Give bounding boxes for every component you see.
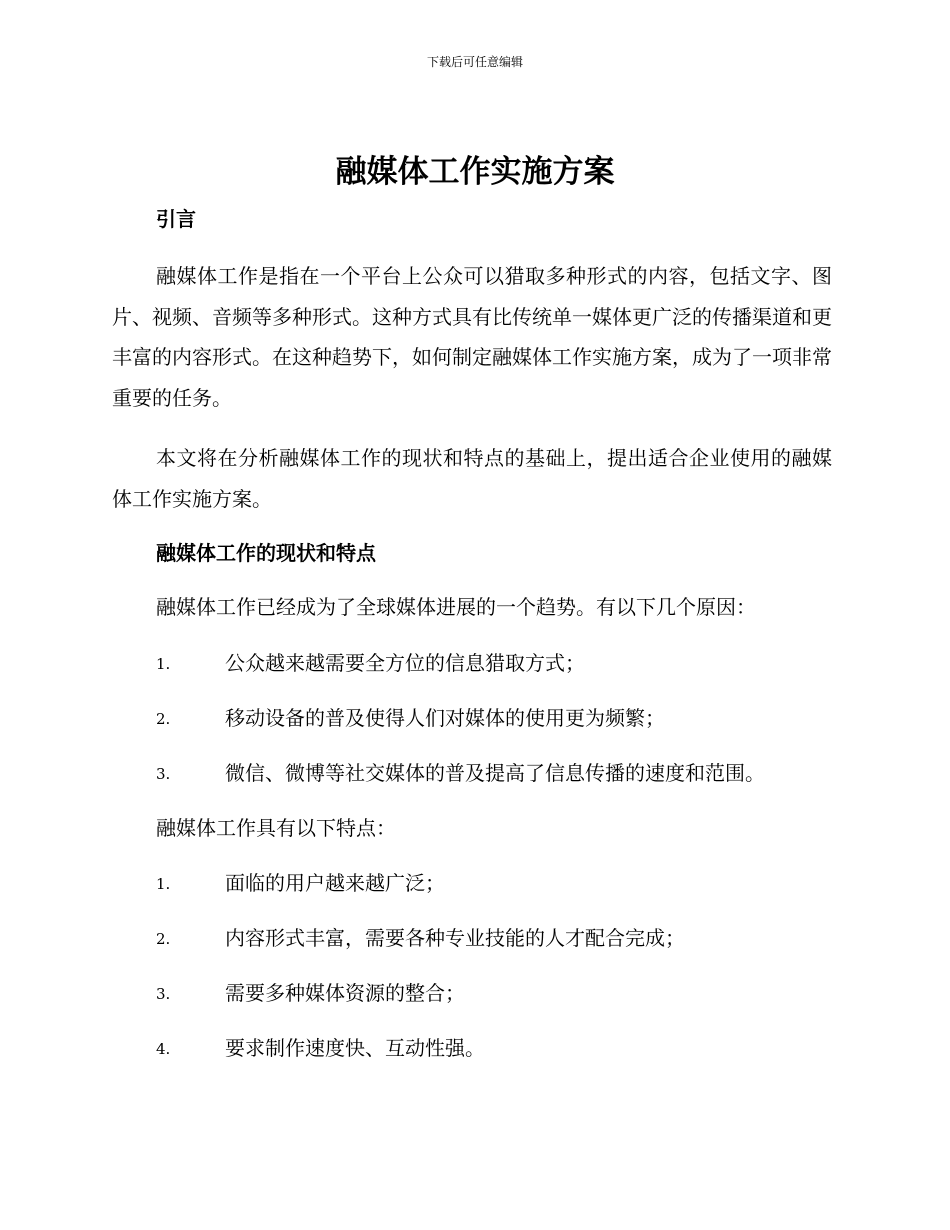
list-item-text: 微信、微博等社交媒体的普及提高了信息传播的速度和范围。 [225, 761, 765, 785]
reasons-intro: 融媒体工作已经成为了全球媒体进展的一个趋势。有以下几个原因： [156, 595, 756, 619]
document-title: 融媒体工作实施方案 [335, 154, 615, 190]
list-item-text: 移动设备的普及使得人们对媒体的使用更为频繁； [225, 706, 665, 730]
list-item-number: 1. [156, 655, 171, 673]
list-item-text: 面临的用户越来越广泛； [225, 871, 445, 895]
list-item-number: 1. [156, 875, 171, 893]
intro-paragraph-1: 融媒体工作是指在一个平台上公众可以猎取多种形式的内容，包括文字、图片、视频、音频等多种形式。这种方式具有比传统单一媒体更广泛的传播渠道和更丰富的内容形式。在这种趋势下，如何制定融媒体工作实施方案，成为了一项非常重要的任务。 [112, 264, 832, 410]
features-intro: 融媒体工作具有以下特点： [156, 816, 396, 840]
list-item-text: 内容形式丰富，需要各种专业技能的人才配合完成； [225, 926, 685, 950]
list-item-number: 3. [156, 985, 171, 1003]
intro-paragraph-2: 本文将在分析融媒体工作的现状和特点的基础上，提出适合企业使用的融媒体工作实施方案。 [112, 446, 832, 511]
list-item-number: 4. [156, 1040, 171, 1058]
list-item-text: 需要多种媒体资源的整合； [225, 981, 465, 1005]
status-heading: 融媒体工作的现状和特点 [156, 541, 376, 565]
intro-heading: 引言 [156, 207, 196, 231]
list-item-number: 3. [156, 765, 171, 783]
list-item-number: 2. [156, 710, 171, 728]
list-item-text: 要求制作速度快、互动性强。 [225, 1036, 485, 1060]
header-note: 下载后可任意编辑 [426, 55, 523, 69]
list-item-number: 2. [156, 930, 171, 948]
list-item-text: 公众越来越需要全方位的信息猎取方式； [225, 651, 585, 675]
